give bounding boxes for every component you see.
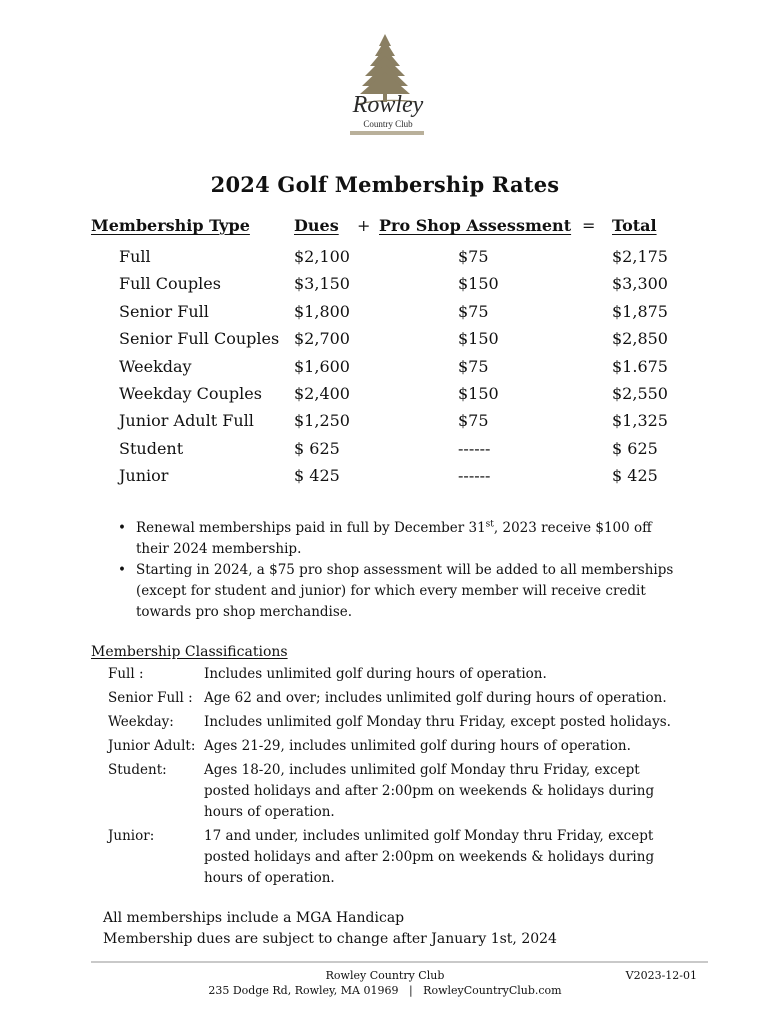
cell-total: $3,300 <box>612 274 668 294</box>
footer-org: Rowley Country Club <box>325 969 445 982</box>
table-row <box>0 466 770 493</box>
list-item <box>108 736 698 757</box>
cell-pro-shop: $75 <box>458 301 489 321</box>
class-term: Weekday: <box>108 714 174 730</box>
class-term: Junior: <box>108 828 155 844</box>
cell-total: $1,325 <box>612 411 668 431</box>
table-row <box>0 357 770 384</box>
table-row <box>0 384 770 411</box>
closing-notes <box>103 908 557 950</box>
header-dues: Dues <box>294 216 339 235</box>
cell-total: $2,550 <box>612 383 668 403</box>
closing-line-dues-change: Membership dues are subject to change after January 1st, 2024 <box>103 931 557 947</box>
list-item <box>108 664 698 685</box>
cell-type: Senior Full <box>119 301 209 321</box>
cell-total: $1.675 <box>612 356 668 376</box>
cell-pro-shop: $150 <box>458 274 499 294</box>
cell-total: $ 625 <box>612 438 658 458</box>
rate-notes <box>118 518 688 623</box>
header-membership-type: Membership Type <box>91 216 250 235</box>
cell-dues: $2,100 <box>294 247 350 266</box>
cell-dues: $ 425 <box>294 466 340 486</box>
table-row <box>0 411 770 438</box>
cell-type: Junior <box>119 466 169 486</box>
table-row <box>0 274 770 301</box>
list-item <box>108 688 698 709</box>
class-desc: Ages 18-20, includes unlimited golf Monday thru Friday, except posted holidays and after 2:00pm on weekends & holidays during hours of operation. <box>204 762 655 820</box>
cell-pro-shop: $75 <box>458 247 489 266</box>
bullet-icon: • <box>118 520 126 536</box>
page-title: 2024 Golf Membership Rates <box>210 172 560 197</box>
cell-type: Student <box>119 438 184 458</box>
footer-version: V2023-12-01 <box>625 969 697 982</box>
cell-dues: $1,800 <box>294 301 350 321</box>
class-desc: Includes unlimited golf during hours of operation. <box>204 666 547 682</box>
rates-table <box>0 247 770 494</box>
header-pro-shop: Pro Shop Assessment <box>379 216 572 235</box>
cell-type: Weekday <box>119 356 192 376</box>
class-desc: Age 62 and over; includes unlimited golf during hours of operation. <box>204 690 667 706</box>
class-term: Full : <box>108 666 144 682</box>
table-row <box>0 439 770 466</box>
header-plus: + <box>357 216 371 235</box>
classifications-list <box>108 664 698 892</box>
class-term: Junior Adult: <box>108 738 196 754</box>
cell-total: $2,850 <box>612 329 668 349</box>
header-total: Total <box>612 216 657 235</box>
cell-type: Full Couples <box>119 274 221 294</box>
class-term: Senior Full : <box>108 690 193 706</box>
cell-total: $ 425 <box>612 466 658 486</box>
class-desc: 17 and under, includes unlimited golf Monday thru Friday, except posted holidays and after 2:00pm on weekends & holidays during hours of operation. <box>204 828 655 886</box>
list-item <box>108 826 698 889</box>
rowley-country-club-logo <box>330 28 440 146</box>
cell-type: Junior Adult Full <box>119 411 254 431</box>
list-item <box>108 712 698 733</box>
list-item <box>118 518 688 560</box>
cell-dues: $2,400 <box>294 383 350 403</box>
bullet-icon: • <box>118 562 126 578</box>
cell-pro-shop: ------ <box>458 466 491 486</box>
note-renewal: Renewal memberships paid in full by December 31st, 2023 receive $100 off their 2024 membership. <box>136 519 652 557</box>
cell-pro-shop: $150 <box>458 383 499 403</box>
cell-dues: $ 625 <box>294 438 340 458</box>
table-row <box>0 329 770 356</box>
cell-type: Senior Full Couples <box>119 329 280 349</box>
logo-name: Rowley <box>352 92 424 118</box>
class-desc: Includes unlimited golf Monday thru Friday, except posted holidays. <box>204 714 671 730</box>
rates-header <box>0 216 770 238</box>
header-equals: = <box>582 216 596 235</box>
cell-total: $1,875 <box>612 301 668 321</box>
footer-divider <box>91 961 708 963</box>
cell-type: Weekday Couples <box>119 383 262 403</box>
cell-dues: $1,250 <box>294 411 350 431</box>
note-pro-shop: Starting in 2024, a $75 pro shop assessment will be added to all memberships (except for student and junior) for which every member will receive credit towards pro shop merchandise. <box>136 562 674 620</box>
cell-pro-shop: $150 <box>458 329 499 349</box>
footer-address: 235 Dodge Rd, Rowley, MA 01969 | RowleyCountryClub.com <box>208 984 562 997</box>
cell-total: $2,175 <box>612 247 668 266</box>
closing-line-handicap: All memberships include a MGA Handicap <box>103 910 405 926</box>
cell-pro-shop: $75 <box>458 356 489 376</box>
table-row <box>0 247 770 274</box>
table-row <box>0 302 770 329</box>
cell-dues: $3,150 <box>294 274 350 294</box>
cell-dues: $1,600 <box>294 356 350 376</box>
cell-dues: $2,700 <box>294 329 350 349</box>
cell-pro-shop: $75 <box>458 411 489 431</box>
list-item <box>108 760 698 823</box>
logo-subtitle: Country Club <box>363 119 413 129</box>
cell-type: Full <box>119 247 151 266</box>
class-desc: Ages 21-29, includes unlimited golf during hours of operation. <box>204 738 631 754</box>
list-item <box>118 560 688 623</box>
cell-pro-shop: ------ <box>458 438 491 458</box>
class-term: Student: <box>108 762 167 778</box>
classifications-heading: Membership Classifications <box>91 644 288 660</box>
